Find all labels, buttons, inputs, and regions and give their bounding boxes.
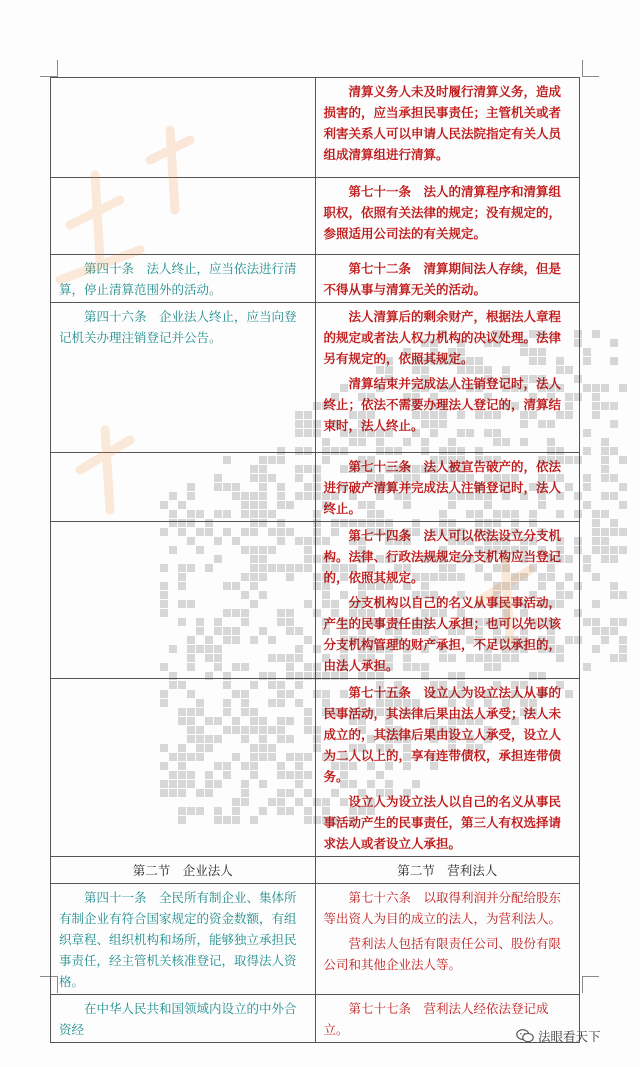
section-header-row — [51, 857, 580, 884]
crop-mark-top-right-h — [582, 76, 599, 77]
new-law-cell — [315, 178, 580, 255]
article-paragraph: 第七十六条 以取得利润并分配给股东等出资人为目的成立的法人，为营利法人。 — [323, 890, 562, 926]
article-paragraph: 清算结束并完成法人注销登记时，法人终止；依法不需要办理法人登记的，清算结束时，法人终止。 — [323, 376, 562, 433]
brand-label: 法眼看天下 — [538, 1029, 601, 1044]
section-title-new: 第二节 营利法人 — [315, 857, 580, 884]
old-law-cell — [51, 78, 316, 178]
wechat-icon — [516, 1029, 534, 1043]
new-law-cell — [315, 303, 580, 453]
article-paragraph: 第四十六条 企业法人终止，应当向登记机关办理注销登记并公告。 — [59, 309, 297, 345]
article-paragraph: 第七十三条 法人被宣告破产的，依法进行破产清算并完成法人注销登记时，法人终止。 — [323, 459, 562, 516]
old-law-cell — [51, 679, 316, 857]
article-paragraph: 第七十五条 设立人为设立法人从事的民事活动，其法律后果由法人承受；法人未成立的，其法律后果由设立人承受，设立人为二人以上的，享有连带债权，承担连带债务。 — [323, 685, 562, 784]
article-paragraph: 设立人为设立法人以自己的名义从事民事活动产生的民事责任，第三人有权选择请求法人或者设立人承担。 — [323, 794, 562, 851]
article-paragraph: 第七十一条 法人的清算程序和清算组职权，依照有关法律的规定；没有规定的，参照适用公司法的有关规定。 — [323, 184, 562, 241]
article-paragraph: 法人清算后的剩余财产，根据法人章程的规定或者法人权力机构的决议处理。法律另有规定的，依照其规定。 — [323, 309, 562, 366]
table-row — [51, 522, 580, 679]
table-row — [51, 453, 580, 522]
section-title-old: 第二节 企业法人 — [51, 857, 316, 884]
brand-footer — [516, 1027, 601, 1045]
new-law-cell — [315, 679, 580, 857]
new-law-cell — [315, 884, 580, 995]
new-law-cell — [315, 78, 580, 178]
table-row — [51, 255, 580, 303]
old-law-cell — [51, 303, 316, 453]
article-paragraph: 营利法人包括有限责任公司、股份有限公司和其他企业法人等。 — [323, 936, 562, 972]
table-row — [51, 178, 580, 255]
comparison-table — [50, 77, 580, 1043]
old-law-cell — [51, 884, 316, 995]
article-paragraph: 第七十二条 清算期间法人存续，但是不得从事与清算无关的活动。 — [323, 261, 562, 297]
table-row — [51, 884, 580, 995]
old-law-cell — [51, 453, 316, 522]
table-row — [51, 679, 580, 857]
article-paragraph: 在中华人民共和国领域内设立的中外合资经 — [59, 1001, 297, 1037]
crop-mark-bottom-right-v — [582, 976, 583, 993]
table-row — [51, 78, 580, 178]
crop-mark-top-left-v — [57, 60, 58, 77]
new-law-cell — [315, 522, 580, 679]
article-paragraph: 分支机构以自己的名义从事民事活动，产生的民事责任由法人承担；也可以先以该分支机构管理的财产承担，不足以承担的，由法人承担。 — [323, 595, 562, 673]
old-law-cell — [51, 995, 316, 1043]
old-law-cell — [51, 522, 316, 679]
new-law-cell — [315, 453, 580, 522]
table-body — [51, 78, 580, 1043]
article-paragraph: 第四十条 法人终止，应当依法进行清算，停止清算范围外的活动。 — [59, 261, 297, 297]
old-law-cell — [51, 255, 316, 303]
article-paragraph: 第七十四条 法人可以依法设立分支机构。法律、行政法规规定分支机构应当登记的，依照其规定。 — [323, 528, 562, 585]
crop-mark-top-right-v — [582, 60, 583, 77]
crop-mark-bottom-right-h — [582, 976, 599, 977]
old-law-cell — [51, 178, 316, 255]
new-law-cell — [315, 255, 580, 303]
article-paragraph: 第七十七条 营利法人经依法登记成立。 — [323, 1001, 549, 1037]
comparison-table-wrapper — [50, 77, 580, 1037]
table-row — [51, 303, 580, 453]
table-row — [51, 995, 580, 1043]
article-paragraph: 清算义务人未及时履行清算义务，造成损害的，应当承担民事责任；主管机关或者利害关系人可以申请人民法院指定有关人员组成清算组进行清算。 — [323, 84, 562, 162]
article-paragraph: 第四十一条 全民所有制企业、集体所有制企业有符合国家规定的资金数额，有组织章程、组织机构和场所，能够独立承担民事责任，经主管机关核准登记，取得法人资格。 — [59, 890, 297, 989]
